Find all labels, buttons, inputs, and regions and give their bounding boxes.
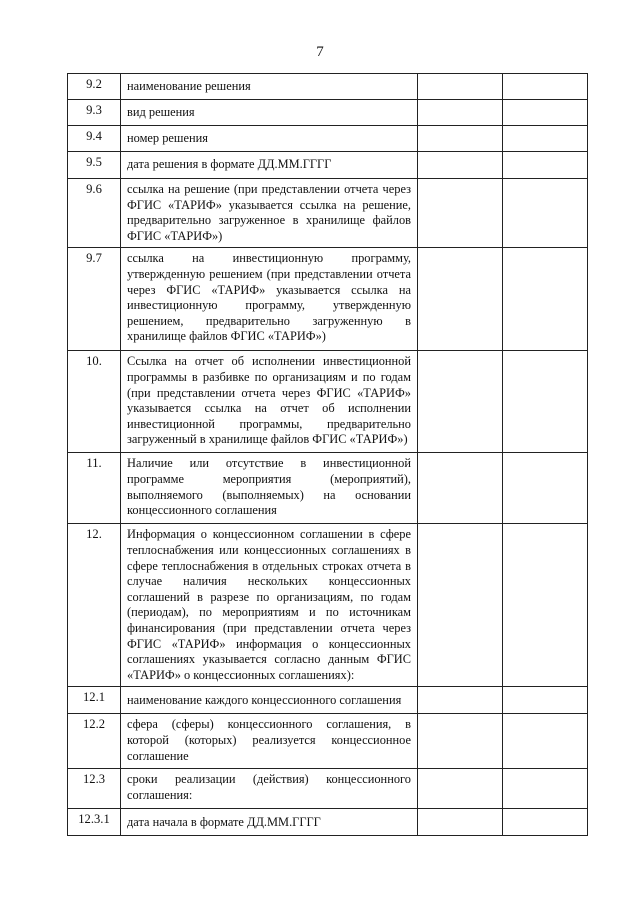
row-text: вид решения bbox=[121, 100, 418, 126]
row-text: дата начала в формате ДД.ММ.ГГГГ bbox=[121, 809, 418, 836]
row-text: сфера (сферы) концессионного соглашения, в которой (которых) реализуется концессионное соглашение bbox=[121, 714, 418, 769]
row-number: 12.2 bbox=[68, 714, 121, 769]
empty-cell bbox=[503, 809, 588, 836]
row-text: номер решения bbox=[121, 126, 418, 152]
row-number: 9.2 bbox=[68, 74, 121, 100]
empty-cell bbox=[418, 248, 503, 351]
empty-cell bbox=[418, 453, 503, 524]
row-number: 9.4 bbox=[68, 126, 121, 152]
row-text: Наличие или отсутствие в инвестиционной программе мероприятия (мероприятий), выполняемого (выполняемых) на основании концессионного соглашения bbox=[121, 453, 418, 524]
empty-cell bbox=[418, 809, 503, 836]
row-text: наименование решения bbox=[121, 74, 418, 100]
empty-cell bbox=[418, 179, 503, 248]
empty-cell bbox=[503, 248, 588, 351]
row-number: 9.7 bbox=[68, 248, 121, 351]
row-text: ссылка на решение (при представлении отчета через ФГИС «ТАРИФ» указывается ссылка на решение, предварительно загруженное в хранилище файлов ФГИС «ТАРИФ») bbox=[121, 179, 418, 248]
empty-cell bbox=[418, 524, 503, 687]
row-text: наименование каждого концессионного соглашения bbox=[121, 687, 418, 714]
empty-cell bbox=[503, 524, 588, 687]
empty-cell bbox=[503, 714, 588, 769]
empty-cell bbox=[503, 74, 588, 100]
row-text: Информация о концессионном соглашении в сфере теплоснабжения или концессионных соглашениях в сфере теплоснабжения в отдельных строках отчета в случае наличия нескольких концессионных соглашений в разрезе по организациям, по годам (периодам), по мероприятиям и по источникам финансирования (при представлении отчета через ФГИС «ТАРИФ» информация о концессионных соглашениях указывается согласно данным ФГИС «ТАРИФ» о концессионных соглашениях): bbox=[121, 524, 418, 687]
empty-cell bbox=[418, 100, 503, 126]
empty-cell bbox=[503, 179, 588, 248]
row-text: Ссылка на отчет об исполнении инвестиционной программы в разбивке по организациям и по годам (при представлении отчета через ФГИС «ТАРИФ» указывается ссылка на отчет об исполнении инвестиционной программы, предварительно загруженный в хранилище файлов ФГИС «ТАРИФ») bbox=[121, 351, 418, 453]
row-text: сроки реализации (действия) концессионного соглашения: bbox=[121, 769, 418, 809]
row-number: 12. bbox=[68, 524, 121, 687]
row-number: 10. bbox=[68, 351, 121, 453]
row-text: дата решения в формате ДД.ММ.ГГГГ bbox=[121, 152, 418, 179]
page-number: 7 bbox=[316, 44, 324, 60]
table-row bbox=[68, 351, 588, 453]
empty-cell bbox=[418, 769, 503, 809]
row-number: 9.5 bbox=[68, 152, 121, 179]
row-number: 12.3 bbox=[68, 769, 121, 809]
table-row bbox=[68, 453, 588, 524]
row-number: 12.3.1 bbox=[68, 809, 121, 836]
empty-cell bbox=[503, 769, 588, 809]
row-number: 9.6 bbox=[68, 179, 121, 248]
empty-cell bbox=[503, 351, 588, 453]
table-row bbox=[68, 248, 588, 351]
row-number: 9.3 bbox=[68, 100, 121, 126]
table-row bbox=[68, 179, 588, 248]
row-number: 12.1 bbox=[68, 687, 121, 714]
table-row bbox=[68, 769, 588, 809]
empty-cell bbox=[418, 687, 503, 714]
empty-cell bbox=[503, 152, 588, 179]
table-row bbox=[68, 126, 588, 152]
empty-cell bbox=[418, 74, 503, 100]
table-row bbox=[68, 100, 588, 126]
empty-cell bbox=[503, 100, 588, 126]
table-row bbox=[68, 74, 588, 100]
table-row bbox=[68, 687, 588, 714]
row-number: 11. bbox=[68, 453, 121, 524]
empty-cell bbox=[503, 453, 588, 524]
table-row bbox=[68, 714, 588, 769]
row-text: ссылка на инвестиционную программу, утвержденную решением (при представлении отчета через ФГИС «ТАРИФ» указывается ссылка на инвестиционную программу, утвержденную решением, предварительно загруженную в хранилище файлов ФГИС «ТАРИФ») bbox=[121, 248, 418, 351]
empty-cell bbox=[418, 126, 503, 152]
requirements-table bbox=[67, 73, 588, 836]
empty-cell bbox=[418, 152, 503, 179]
empty-cell bbox=[418, 351, 503, 453]
table-row bbox=[68, 524, 588, 687]
empty-cell bbox=[503, 126, 588, 152]
empty-cell bbox=[418, 714, 503, 769]
empty-cell bbox=[503, 687, 588, 714]
table-row bbox=[68, 809, 588, 836]
table-row bbox=[68, 152, 588, 179]
